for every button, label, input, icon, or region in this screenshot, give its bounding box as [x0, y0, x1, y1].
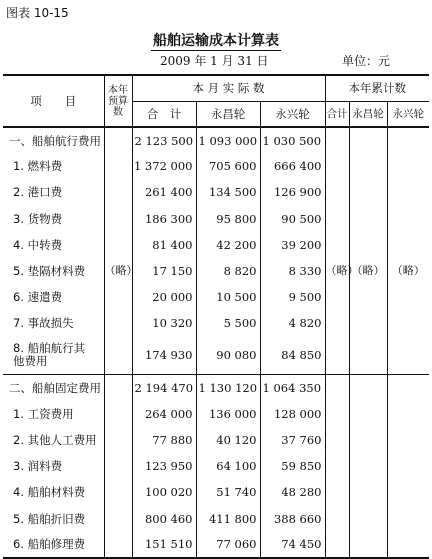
budget-cell	[104, 453, 132, 479]
yongxing-cell: 9 500	[260, 284, 325, 310]
cum-yongchang-cell	[349, 505, 387, 531]
yongxing-cell: 666 400	[260, 153, 325, 179]
budget-cell: （略）	[104, 258, 132, 284]
table-row	[3, 453, 429, 479]
unit-label: 单位：元	[342, 54, 391, 68]
cum-yongxing-cell	[387, 153, 429, 179]
total-cell: 2 194 470	[132, 375, 196, 401]
header-total: 合 计	[132, 101, 196, 127]
budget-cell	[104, 232, 132, 258]
yongxing-cell: 1 064 350	[260, 375, 325, 401]
header-year-cumulative: 本年累计数	[325, 75, 429, 101]
cum-yongchang-cell	[349, 179, 387, 205]
figure-label: 图表 10-15	[6, 6, 69, 20]
total-cell: 123 950	[132, 453, 196, 479]
yongchang-cell: 10 500	[196, 284, 260, 310]
row-label: 6. 船舶修理费	[3, 532, 104, 558]
category-row	[3, 375, 429, 401]
cum-total-cell	[325, 532, 349, 558]
yongchang-cell: 1 093 000	[196, 127, 260, 153]
header-month-actual: 本 月 实 际 数	[132, 75, 325, 101]
yongxing-cell: 128 000	[260, 401, 325, 427]
yongchang-cell: 5 500	[196, 310, 260, 336]
yongchang-cell: 90 080	[196, 337, 260, 375]
row-label: 5. 垫隔材料费	[3, 258, 104, 284]
table-row	[3, 337, 429, 375]
table-row	[3, 401, 429, 427]
header-item: 项 目	[3, 75, 104, 127]
row-label: 3. 货物费	[3, 206, 104, 232]
cum-yongchang-cell	[349, 532, 387, 558]
yongchang-cell: 64 100	[196, 453, 260, 479]
total-cell: 264 000	[132, 401, 196, 427]
table-row	[3, 206, 429, 232]
yongchang-cell: 40 120	[196, 427, 260, 453]
yongxing-cell: 39 200	[260, 232, 325, 258]
cum-yongchang-cell	[349, 206, 387, 232]
table-row	[3, 258, 429, 284]
table-title-text: 船舶运输成本计算表	[153, 33, 279, 49]
cum-yongchang-cell	[349, 284, 387, 310]
cum-yongchang-cell	[349, 232, 387, 258]
cum-yongxing-cell	[387, 453, 429, 479]
yongxing-cell: 90 500	[260, 206, 325, 232]
yongxing-cell: 84 850	[260, 337, 325, 375]
yongxing-cell: 74 450	[260, 532, 325, 558]
table-row	[3, 153, 429, 179]
row-label: 7. 事故损失	[3, 310, 104, 336]
total-cell: 151 510	[132, 532, 196, 558]
cum-total-cell	[325, 453, 349, 479]
cum-total-cell	[325, 479, 349, 505]
row-label: 8. 船舶航行其他费用	[3, 337, 104, 375]
cum-total-cell	[325, 310, 349, 336]
cum-total-cell	[325, 401, 349, 427]
cost-table	[3, 74, 429, 559]
budget-cell	[104, 179, 132, 205]
yongxing-cell: 126 900	[260, 179, 325, 205]
cum-yongchang-cell	[349, 337, 387, 375]
cum-yongxing-cell	[387, 505, 429, 531]
budget-cell	[104, 337, 132, 375]
row-label: 二、船舶固定费用	[3, 375, 104, 401]
cum-total-cell: （略）	[325, 258, 349, 284]
cum-yongxing-cell	[387, 401, 429, 427]
header-yongchang: 永昌轮	[196, 101, 260, 127]
row-label: 2. 其他人工费用	[3, 427, 104, 453]
row-label: 4. 船舶材料费	[3, 479, 104, 505]
cum-total-cell	[325, 232, 349, 258]
total-cell: 100 020	[132, 479, 196, 505]
category-row	[3, 127, 429, 153]
cum-yongxing-cell: （略）	[391, 264, 425, 278]
yongchang-cell: 134 500	[196, 179, 260, 205]
table-row	[3, 232, 429, 258]
yongxing-cell: 8 330	[260, 258, 325, 284]
budget-cell	[104, 127, 132, 153]
yongxing-cell: 37 760	[260, 427, 325, 453]
table-row	[3, 479, 429, 505]
yongchang-cell: 51 740	[196, 479, 260, 505]
cum-total-cell	[325, 337, 349, 375]
table-row	[3, 505, 429, 531]
cum-total-cell	[325, 375, 349, 401]
yongchang-cell: 411 800	[196, 505, 260, 531]
yongchang-cell: 42 200	[196, 232, 260, 258]
header-cum-yongchang: 永昌轮	[349, 101, 387, 127]
yongchang-cell: 705 600	[196, 153, 260, 179]
total-cell: 77 880	[132, 427, 196, 453]
yongchang-cell: 8 820	[196, 258, 260, 284]
cum-yongchang-cell	[349, 427, 387, 453]
total-cell: 20 000	[132, 284, 196, 310]
cum-total-cell	[325, 127, 349, 153]
yongxing-cell: 1 030 500	[260, 127, 325, 153]
row-label: 1. 工资费用	[3, 401, 104, 427]
yongxing-cell: 48 280	[260, 479, 325, 505]
cum-yongchang-cell	[349, 479, 387, 505]
yongchang-cell: 1 130 120	[196, 375, 260, 401]
header-cum-total: 合计	[325, 101, 349, 127]
row-label: 3. 润料费	[3, 453, 104, 479]
header-yongxing: 永兴轮	[260, 101, 325, 127]
row-label: 5. 船舶折旧费	[3, 505, 104, 531]
cum-yongxing-cell	[387, 127, 429, 153]
total-cell: 800 460	[132, 505, 196, 531]
yongchang-cell: 95 800	[196, 206, 260, 232]
budget-cell	[104, 375, 132, 401]
cum-yongxing-cell	[387, 375, 429, 401]
cum-yongxing-cell	[387, 427, 429, 453]
budget-cell	[104, 479, 132, 505]
yongxing-cell: 388 660	[260, 505, 325, 531]
budget-cell	[104, 310, 132, 336]
yongchang-cell: 136 000	[196, 401, 260, 427]
row-label: 6. 速遣费	[3, 284, 104, 310]
cum-total-cell	[325, 427, 349, 453]
cum-yongchang-cell	[349, 453, 387, 479]
cum-yongxing-cell	[387, 532, 429, 558]
total-cell: 10 320	[132, 310, 196, 336]
table-row	[3, 284, 429, 310]
cum-yongxing-cell	[387, 232, 429, 258]
cum-yongxing-cell	[387, 479, 429, 505]
cum-yongchang-cell	[349, 375, 387, 401]
cum-total-cell	[325, 153, 349, 179]
cum-yongxing-cell	[387, 284, 429, 310]
budget-cell	[104, 284, 132, 310]
budget-cell	[104, 532, 132, 558]
cum-yongchang-cell	[349, 127, 387, 153]
header-budget: 本年预算数	[104, 75, 132, 127]
budget-cell	[104, 153, 132, 179]
table-title	[0, 30, 432, 50]
yongxing-cell: 59 850	[260, 453, 325, 479]
budget-cell	[104, 505, 132, 531]
total-cell: 81 400	[132, 232, 196, 258]
cum-yongchang-cell	[349, 153, 387, 179]
budget-cell	[104, 206, 132, 232]
total-cell: 2 123 500	[132, 127, 196, 153]
table-row	[3, 427, 429, 453]
total-cell: 17 150	[132, 258, 196, 284]
cum-total-cell	[325, 284, 349, 310]
table-row	[3, 310, 429, 336]
table-row	[3, 532, 429, 558]
total-cell: 1 372 000	[132, 153, 196, 179]
date-line: 2009 年 1 月 31 日	[160, 54, 269, 68]
row-label: 4. 中转费	[3, 232, 104, 258]
row-label: 一、船舶航行费用	[3, 127, 104, 153]
yongchang-cell: 77 060	[196, 532, 260, 558]
cum-total-cell	[325, 505, 349, 531]
cum-yongchang-cell	[349, 310, 387, 336]
cum-total-cell	[325, 206, 349, 232]
table-row	[3, 179, 429, 205]
cum-yongxing-cell	[387, 179, 429, 205]
total-cell: 261 400	[132, 179, 196, 205]
row-label: 2. 港口费	[3, 179, 104, 205]
header-cum-yongxing: 永兴轮	[387, 101, 429, 127]
cum-yongxing-cell	[387, 337, 429, 375]
total-cell: 186 300	[132, 206, 196, 232]
cum-yongchang-cell: （略）	[349, 258, 387, 284]
total-cell: 174 930	[132, 337, 196, 375]
budget-cell	[104, 427, 132, 453]
cum-total-cell	[325, 179, 349, 205]
cum-yongxing-cell	[387, 206, 429, 232]
budget-cell	[104, 401, 132, 427]
cum-yongxing-cell	[387, 310, 429, 336]
yongxing-cell: 4 820	[260, 310, 325, 336]
cum-yongchang-cell	[349, 401, 387, 427]
row-label: 1. 燃料费	[3, 153, 104, 179]
